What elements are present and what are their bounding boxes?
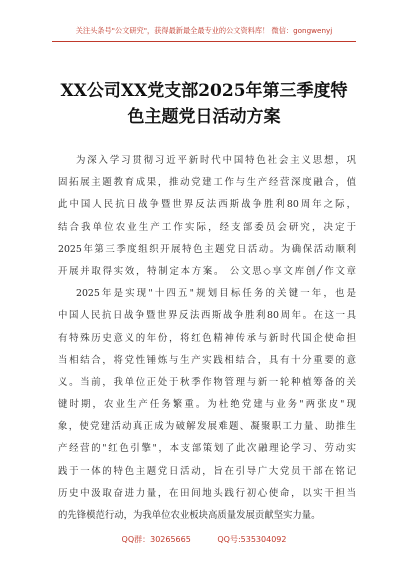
body-line: 的先锋模范行动，为我单位农业板块高质量发展贡献坚实力量。 <box>58 510 321 521</box>
body-line: 键时期，农业生产任务繁重。为杜绝党建与业务"两张皮"现 <box>58 399 356 411</box>
title-line-1: XX公司XX党支部2025年第三季度特 <box>60 81 348 101</box>
title-line-2: 色主题党日活动方案 <box>127 107 281 127</box>
body-line: 当相结合，将党性锤炼与生产实践相结合，具有十分重要的意 <box>58 354 356 366</box>
header-divider <box>52 41 356 42</box>
header-notice: 关注头条号"公文研究"，获得最新最全最专业的公文资料库！ 微信：gongwenyj <box>75 26 333 35</box>
body-line: 2025年第三季度组织开展特色主题党日活动。为确保活动顺利 <box>58 243 356 255</box>
body-line: 为深入学习贯彻习近平新时代中国特色社会主义思想，巩 <box>76 155 356 166</box>
body-line: 中国人民抗日战争暨世界反法西斯战争胜利80周年。在这一具 <box>58 310 356 322</box>
body-line: 此中国人民抗日战争暨世界反法西斯战争胜利80周年之际， <box>58 199 356 211</box>
body-line: 历史中汲取奋进力量，在田间地头践行初心使命，以实干担当 <box>58 487 356 499</box>
body-line: 产经营的"红色引擎"，本支部策划了此次融理论学习、劳动实 <box>58 443 356 455</box>
body-line: 结合我单位农业生产工作实际，经支部委员会研究，决定于 <box>58 221 356 233</box>
body-line: 2025年是实现"十四五"规划目标任务的关键一年，也是 <box>76 288 356 300</box>
body-line: 开展并取得实效，特制定本方案。 公文思◇享文库创╱作文章 <box>58 265 356 277</box>
footer-qq-group: QQ群：30265665 <box>121 535 191 544</box>
document-title <box>50 78 358 130</box>
body-line: 固拓展主题教育成果，推动党建工作与生产经营深度融合，值 <box>58 177 356 189</box>
body-line: 有特殊历史意义的年份，将红色精神传承与新时代国企使命担 <box>58 332 356 344</box>
footer-qq-number: QQ号:535304092 <box>217 535 287 544</box>
body-line: 象，使党建活动真正成为破解发展难题、凝聚职工力量、助推生 <box>58 421 356 433</box>
document-body <box>58 150 356 527</box>
footer-contact <box>0 534 408 545</box>
body-line: 义。当前，我单位正处于秋季作物管理与新一轮种植筹备的关 <box>58 376 356 388</box>
body-line: 践于一体的特色主题党日活动，旨在引导广大党员干部在铭记 <box>58 465 356 477</box>
